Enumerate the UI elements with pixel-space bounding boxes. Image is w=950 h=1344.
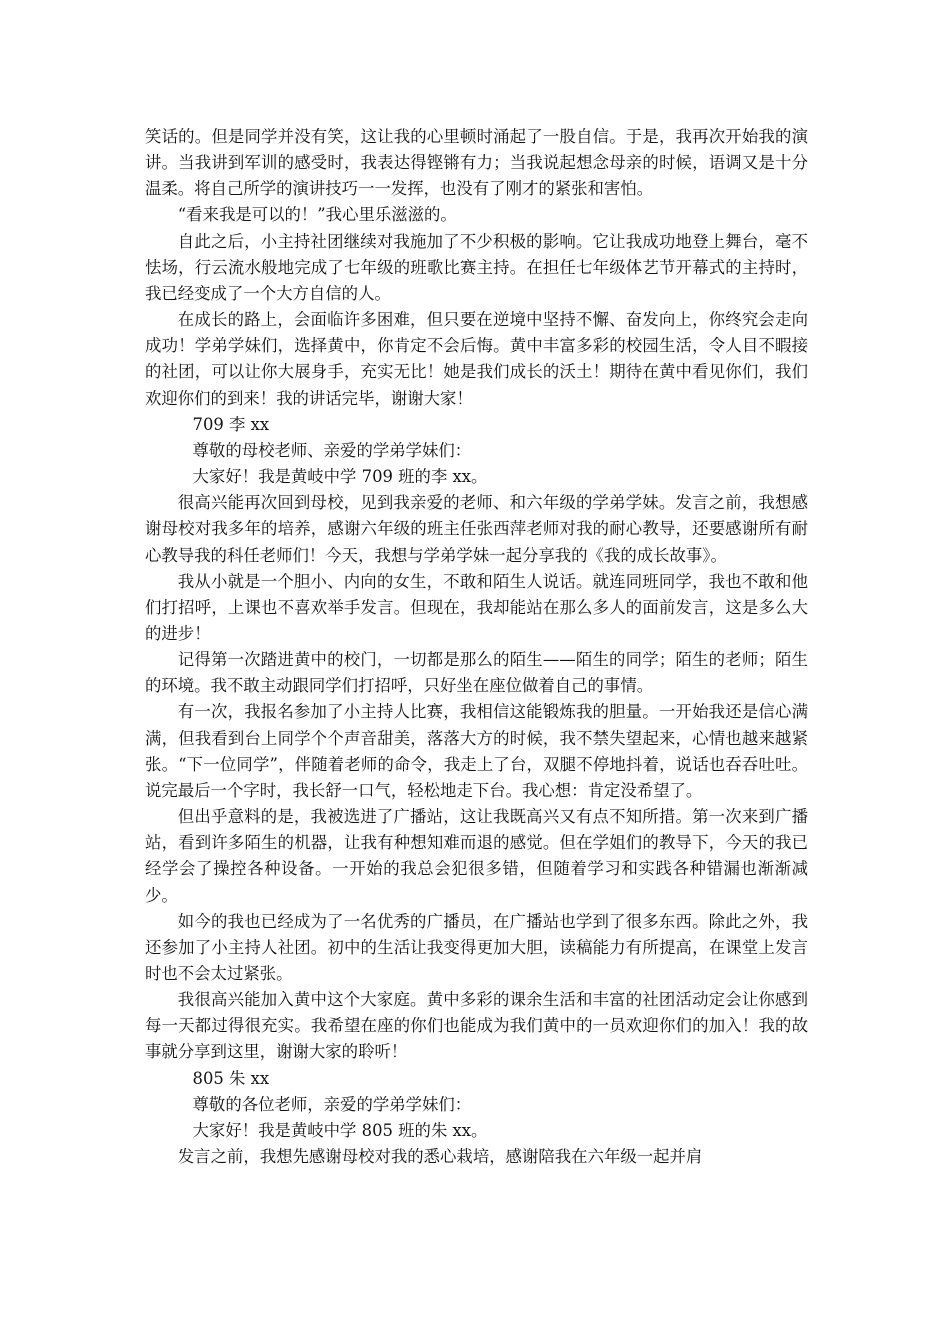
speaker-signature-805: 805 朱 xx xyxy=(192,1068,270,1088)
speaker-signature-709: 709 李 xx xyxy=(192,414,270,434)
paragraph-2: “看来我是可以的！”我心里乐滋滋的。 xyxy=(177,205,457,225)
paragraph-13: 如今的我也已经成为了一名优秀的广播员，在广播站也学到了很多东西。除此之外，我还参加了小主持人社团。初中的生活让我变得更加大胆，读稿能力有所提高，在课堂上发言时也不会太过紧张。 xyxy=(145,911,808,983)
paragraph-8: 很高兴能再次回到母校，见到我亲爱的老师、和六年级的学弟学妹。发言之前，我想感谢母校对我多年的培养，感谢六年级的班主任张西萍老师对我的耐心教导，还要感谢所有耐心教导我的科任老师们！今天，我想与学弟学妹一起分享我的《我的成长故事》。 xyxy=(145,493,808,565)
paragraph-14: 我很高兴能加入黄中这个大家庭。黄中多彩的课余生活和丰富的社团活动定会让你感到每一天都过得很充实。我希望在座的你们也能成为我们黄中的一员欢迎你们的加入！我的故事就分享到这里，谢谢大家的聆听！ xyxy=(145,990,808,1062)
salutation-805: 尊敬的各位老师，亲爱的学弟学妹们： xyxy=(192,1094,472,1114)
paragraph-9: 我从小就是一个胆小、内向的女生，不敢和陌生人说话。就连同班同学，我也不敢和他们打招呼，上课也不喜欢举手发言。但现在，我却能站在那么多人的面前发言，这是多么大的进步！ xyxy=(145,571,808,643)
paragraph-3: 自此之后，小主持社团继续对我施加了不少积极的影响。它让我成功地登上舞台，毫不怯场，行云流水般地完成了七年级的班歌比赛主持。在担任七年级体艺节开幕式的主持时，我已经变成了一个大方自信的人。 xyxy=(145,231,808,303)
document-page xyxy=(145,124,808,1170)
greeting-805: 大家好！我是黄岐中学 805 班的朱 xx。 xyxy=(192,1120,488,1140)
paragraph-12: 但出乎意料的是，我被选进了广播站，这让我既高兴又有点不知所措。第一次来到广播站，看到许多陌生的机器，让我有种想知难而退的感觉。但在学姐们的教导下，今天的我已经学会了操控各种设备。一开始的我总会犯很多错，但随着学习和实践各种错漏也渐渐减少。 xyxy=(145,807,808,905)
paragraph-1: 笑话的。但是同学并没有笑，这让我的心里顿时涌起了一股自信。于是，我再次开始我的演讲。当我讲到军训的感受时，我表达得铿锵有力；当我说起想念母亲的时候，语调又是十分温柔。将自己所学的演讲技巧一一发挥，也没有了刚才的紧张和害怕。 xyxy=(145,127,808,199)
paragraph-4: 在成长的路上，会面临许多困难，但只要在逆境中坚持不懈、奋发向上，你终究会走向成功！学弟学妹们，选择黄中，你肯定不会后悔。黄中丰富多彩的校园生活，令人目不暇接的社团，可以让你大展身手，充实无比！她是我们成长的沃土！期待在黄中看见你们，我们欢迎你们的到来！我的讲话完毕，谢谢大家！ xyxy=(145,310,808,408)
salutation-709: 尊敬的母校老师、亲爱的学弟学妹们： xyxy=(192,440,472,460)
paragraph-10: 记得第一次踏进黄中的校门，一切都是那么的陌生——陌生的同学；陌生的老师；陌生的环境。我不敢主动跟同学们打招呼，只好坐在座位做着自己的事情。 xyxy=(145,650,808,696)
paragraph-18: 发言之前，我想先感谢母校对我的悉心栽培，感谢陪我在六年级一起并肩 xyxy=(177,1147,703,1167)
greeting-709: 大家好！我是黄岐中学 709 班的李 xx。 xyxy=(192,467,488,487)
paragraph-11: 有一次，我报名参加了小主持人比赛，我相信这能锻炼我的胆量。一开始我还是信心满满，但我看到台上同学个个声音甜美，落落大方的时候，我不禁失望起来，心情也越来越紧张。“下一位同学”，伴随着老师的命令，我走上了台，双腿不停地抖着，说话也吞吞吐吐。说完最后一个字时，我长舒一口气，轻松地走下台。我心想：肯定没希望了。 xyxy=(145,702,808,800)
